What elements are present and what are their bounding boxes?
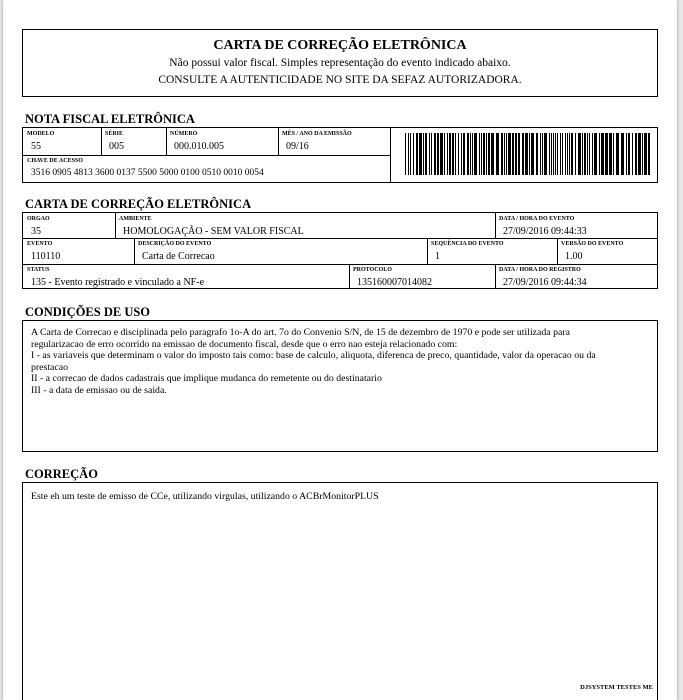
correcao-section-title: CORREÇÃO bbox=[25, 467, 98, 481]
document-title: CARTA DE CORREÇÃO ELETRÔNICA bbox=[213, 38, 467, 53]
condicoes-box bbox=[22, 320, 658, 452]
numero-value: 000.010.005 bbox=[174, 141, 224, 152]
status-value: 135 - Evento registrado e vinculado a NF-e bbox=[31, 277, 205, 288]
data-registro-value: 27/09/2016 09:44:34 bbox=[503, 277, 587, 288]
footer-company: DJSYSTEM TESTES ME bbox=[580, 684, 653, 691]
cce-section-title: CARTA DE CORREÇÃO ELETRÔNICA bbox=[25, 197, 252, 211]
data-evento-value: 27/09/2016 09:44:33 bbox=[503, 226, 587, 237]
descricao-label: DESCRIÇÃO DO EVENTO bbox=[138, 241, 212, 247]
orgao-label: ORGAO bbox=[27, 216, 50, 222]
serie-value: 005 bbox=[109, 141, 124, 152]
mes-ano-label: MÊS / ANO DA EMISSÃO bbox=[282, 131, 352, 137]
data-evento-label: DATA / HORA DO EVENTO bbox=[499, 216, 575, 222]
sequencia-value: 1 bbox=[435, 251, 440, 262]
serie-label: SÉRIE bbox=[105, 131, 124, 137]
sequencia-label: SEQUÊNCIA DO EVENTO bbox=[431, 241, 504, 247]
barcode-image bbox=[403, 133, 653, 175]
modelo-value: 55 bbox=[31, 141, 41, 152]
header-box bbox=[22, 29, 658, 97]
condicoes-line: II - a correcao de dados cadastrais que implique mudanca do remetente ou do destinatario bbox=[31, 373, 382, 384]
cce-box bbox=[22, 212, 658, 289]
ambiente-value: HOMOLOGAÇÃO - SEM VALOR FISCAL bbox=[123, 226, 304, 237]
chave-value: 3516 0905 4813 3600 0137 5500 5000 0100 0510 0010 0054 bbox=[31, 168, 264, 178]
header-consult: CONSULTE A AUTENTICIDADE NO SITE DA SEFAZ AUTORIZADORA. bbox=[158, 74, 522, 86]
orgao-value: 35 bbox=[31, 226, 41, 237]
evento-value: 110110 bbox=[31, 251, 61, 262]
descricao-value: Carta de Correcao bbox=[142, 251, 215, 262]
condicoes-line: III - a data de emissao ou de saida. bbox=[31, 384, 167, 396]
modelo-label: MODELO bbox=[27, 131, 55, 137]
header-notice: Não possui valor fiscal. Simples representação do evento indicado abaixo. bbox=[169, 57, 511, 69]
protocolo-label: PROTOCOLO bbox=[353, 267, 392, 273]
condicoes-line: I - as variaveis que determinam o valor do imposto tais como: base de calculo, aliquota, diferenca de preco, quantidade, valor da operacao ou da bbox=[31, 350, 596, 361]
condicoes-text bbox=[31, 327, 651, 396]
versao-value: 1.00 bbox=[565, 251, 583, 262]
condicoes-section-title: CONDIÇÕES DE USO bbox=[25, 305, 151, 319]
condicoes-line: A Carta de Correcao e disciplinada pelo paragrafo 1o-A do art. 7o do Convenio S/N, de 15 de dezembro de 1970 e pode ser utilizada para bbox=[31, 327, 570, 338]
correcao-box bbox=[22, 482, 658, 700]
document-page bbox=[3, 0, 677, 700]
correcao-text: Este eh um teste de emisso de CCe, utilizando virgulas, utilizando o ACBrMonitorPLUS bbox=[31, 491, 379, 502]
chave-label: CHAVE DE ACESSO bbox=[27, 158, 83, 164]
numero-label: NÚMERO bbox=[170, 131, 198, 137]
versao-label: VERSÃO DO EVENTO bbox=[561, 241, 624, 247]
data-registro-label: DATA / HORA DO REGISTRO bbox=[499, 267, 581, 273]
status-label: STATUS bbox=[27, 267, 50, 273]
ambiente-label: AMBIENTE bbox=[119, 216, 152, 222]
evento-label: EVENTO bbox=[27, 241, 53, 247]
condicoes-line: prestacao bbox=[31, 361, 68, 373]
mes-ano-value: 09/16 bbox=[286, 141, 309, 152]
protocolo-value: 135160007014082 bbox=[357, 277, 432, 288]
nfe-section-title: NOTA FISCAL ELETRÔNICA bbox=[25, 112, 195, 126]
condicoes-line: regularizacao de erro ocorrido na emissao de documento fiscal, desde que o erro nao esteja relacionado com: bbox=[31, 338, 458, 350]
